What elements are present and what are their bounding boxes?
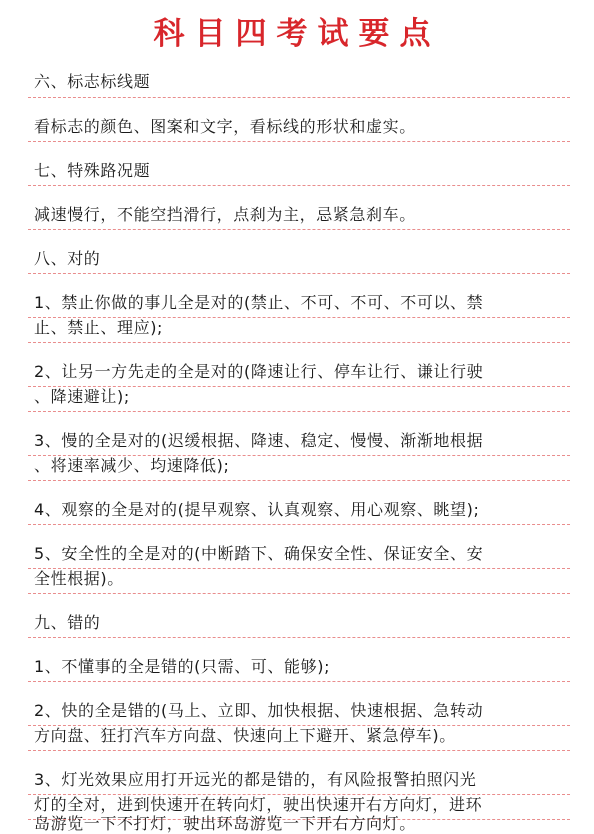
text-line: 5、安全性的全是对的(中断踏下、确保安全性、保证安全、安 [34, 544, 484, 563]
section-heading-special-road: 七、特殊路况题 [34, 161, 151, 180]
text-line: 方向盘、狂打汽车方向盘、快速向上下避开、紧急停车)。 [34, 726, 456, 745]
rule-line [28, 524, 570, 525]
text-line: 4、观察的全是对的(提早观察、认真观察、用心观察、眺望); [34, 500, 480, 519]
text-line: 2、快的全是错的(马上、立即、加快根据、快速根据、急转动 [34, 701, 484, 720]
text-line: 止、禁止、理应); [34, 318, 164, 337]
rule-line [28, 750, 570, 751]
text-line: 减速慢行，不能空挡滑行，点刹为主，忌紧急刹车。 [34, 205, 416, 224]
text-line: 2、让另一方先走的全是对的(降速让行、停车让行、谦让行驶 [34, 362, 484, 381]
rule-line [28, 411, 570, 412]
rule-line [28, 637, 570, 638]
rule-line [28, 480, 570, 481]
text-line: 、降速避让); [34, 387, 130, 406]
rule-line [28, 593, 570, 594]
section-heading-correct: 八、对的 [34, 249, 101, 268]
section-heading-sign-marking: 六、标志标线题 [34, 72, 151, 91]
page-title: 科目四考试要点 [153, 16, 441, 52]
text-line: 看标志的颜色、图案和文字，看标线的形状和虚实。 [34, 117, 416, 136]
rule-line [28, 342, 570, 343]
text-line: 全性根据)。 [34, 569, 124, 588]
text-line: 3、慢的全是对的(迟缓根据、降速、稳定、慢慢、渐渐地根据 [34, 431, 484, 450]
text-line: 1、禁止你做的事儿全是对的(禁止、不可、不可、不可以、禁 [34, 293, 484, 312]
rule-line [28, 97, 570, 98]
rule-line [28, 681, 570, 682]
text-line: 、将速率减少、均速降低); [34, 456, 230, 475]
rule-line [28, 273, 570, 274]
rule-line [28, 229, 570, 230]
rule-line [28, 141, 570, 142]
section-heading-wrong: 九、错的 [34, 613, 101, 632]
text-line: 灯的全对，进到快速开在转向灯，驶出快速开右方向灯，进环 [34, 795, 483, 814]
rule-line [28, 185, 570, 186]
text-line: 1、不懂事的全是错的(只需、可、能够); [34, 657, 331, 676]
text-line: 3、灯光效果应用打开远光的都是错的，有风险报警拍照闪光 [34, 770, 477, 789]
text-line: 岛游览一下不打灯，驶出环岛游览一下开右方向灯。 [34, 814, 416, 833]
